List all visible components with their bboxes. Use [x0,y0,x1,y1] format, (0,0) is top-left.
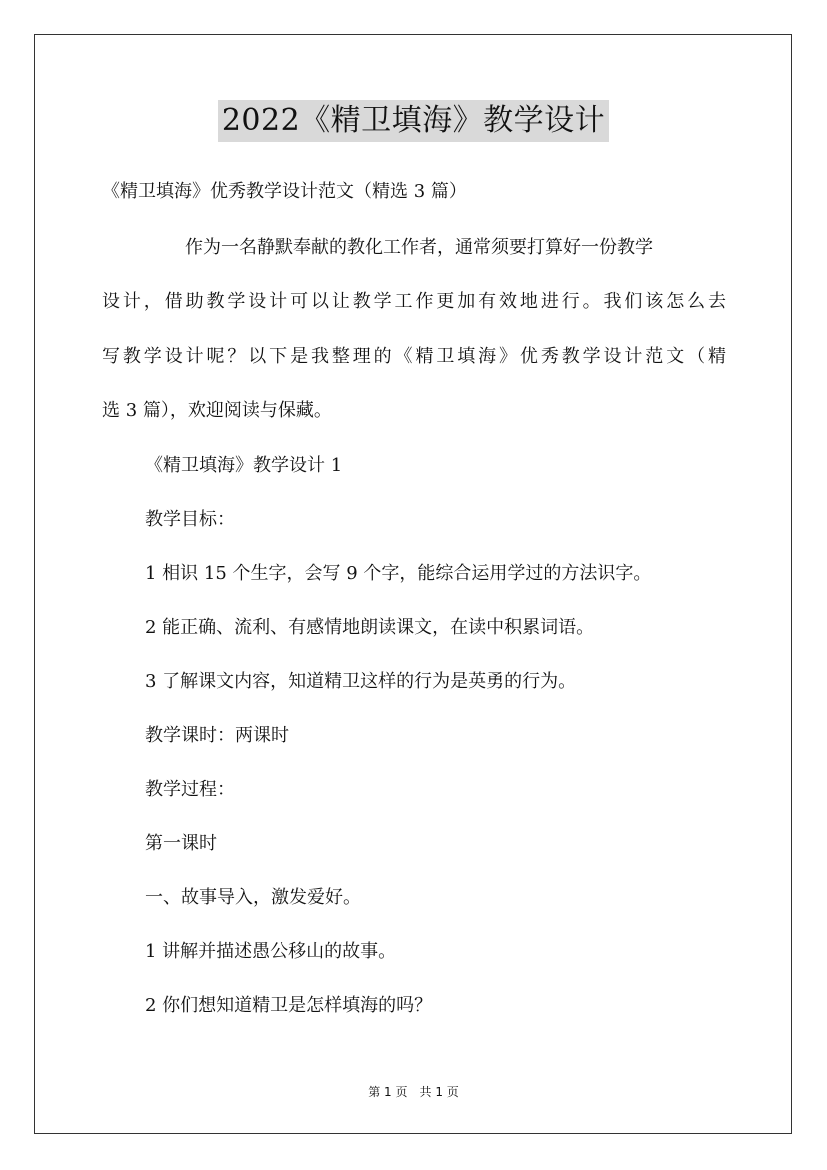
body-line: 一、故事导入，激发爱好。 [145,887,361,908]
document-title: 2022《精卫填海》教学设计 [218,100,609,142]
intro-line-4: 选 3 篇），欢迎阅读与保藏。 [102,400,332,421]
intro-line-3: 写教学设计呢？以下是我整理的《精卫填海》优秀教学设计范文（精 [102,346,726,367]
section-heading: 《精卫填海》教学设计 1 [145,455,343,476]
document-subtitle: 《精卫填海》优秀教学设计范文（精选 3 篇） [102,181,467,202]
page-footer: 第 1 页 共 1 页 [368,1085,459,1099]
body-line: 1 相识 15 个生字，会写 9 个字，能综合运用学过的方法识字。 [145,563,652,584]
body-line: 1 讲解并描述愚公移山的故事。 [145,941,397,962]
intro-line-2: 设计，借助教学设计可以让教学工作更加有效地进行。我们该怎么去 [102,291,726,312]
body-line: 第一课时 [145,833,217,854]
intro-line-1: 作为一名静默奉献的教化工作者，通常须要打算好一份教学 [185,237,653,258]
body-line: 3 了解课文内容，知道精卫这样的行为是英勇的行为。 [145,671,577,692]
body-line: 教学课时：两课时 [145,725,289,746]
body-line: 2 你们想知道精卫是怎样填海的吗？ [145,995,433,1016]
title-container [0,100,827,142]
body-line: 教学目标： [145,509,235,530]
body-line: 2 能正确、流利、有感情地朗读课文，在读中积累词语。 [145,617,595,638]
body-line: 教学过程： [145,779,235,800]
